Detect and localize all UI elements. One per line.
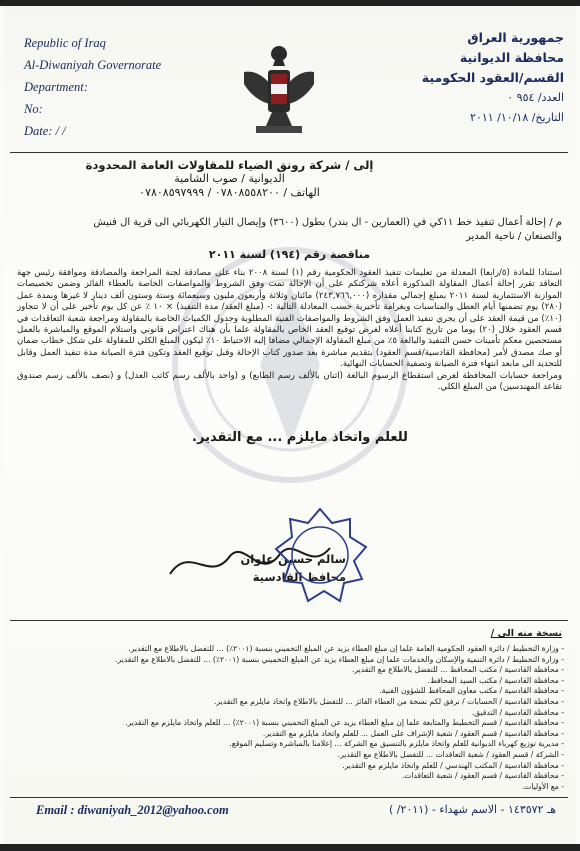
number-label-en: No: xyxy=(24,102,43,116)
cc-item: - مع الأوليات. xyxy=(44,782,564,793)
date-label-en: Date: / / xyxy=(24,124,66,138)
eagle-emblem-icon xyxy=(240,40,318,140)
governorate-name-ar: محافظة الديوانية xyxy=(459,50,564,65)
cc-list xyxy=(44,644,564,792)
subject-block xyxy=(17,216,562,262)
footer-arabic: هـ ١٤٣٥٧٢ - الاسم شهداء - (٢٠١١/ ) xyxy=(389,803,556,816)
subject-line: م / إحالة أعمال تنفيذ خط ١١كي في (العمارين - ال بندر) بطول (٣٦٠٠) وإيصال التيار الكهربائي الى قرية ال فنيش xyxy=(93,217,562,228)
footer-email: Email : diwaniyah_2012@yahoo.com xyxy=(36,803,229,817)
header-arabic xyxy=(344,28,564,128)
letter-body xyxy=(17,268,562,393)
body-paragraph-2: ومراجعة حسابات المحافظة لغرض استقطاع الرسوم البالغة (اثنان بالألف رسم الطابع) و (واحد بالألف رسم كاتب العدل) و (نصف بالألف رسم صندوق تقاعد المهندسين) من المبلغ الكلي. xyxy=(17,370,562,393)
cc-item: - محافظة القادسية / الحسابات / نرفق لكم نسخة من العطاء الفائز ... للتفضل بالاطلاع واتخاذ مايلزم مع التقدير. xyxy=(44,697,564,708)
document-date: التاريخ/ ١٠/١٨/ ٢٠١١ xyxy=(470,111,564,124)
cc-item: - محافظة القادسية / قسم العقود / شعبة الإشراف على العمل ... للعلم واتخاذ مايلزم مع التقدير. xyxy=(44,729,564,740)
addressee-company: إلى / شركة رونق الضياء للمقاولات العامة المحدودة xyxy=(85,158,374,172)
cc-item: - محافظة القادسية / مكتب السيد المحافظ. xyxy=(44,676,564,687)
footer xyxy=(36,803,556,818)
tender-title: مناقصة رقم (١٩٤) لسنة ٢٠١١ xyxy=(208,248,371,261)
header-divider xyxy=(10,152,568,153)
signatory-name: سالم حسين علوان xyxy=(240,552,346,566)
governorate-name-en: Al-Diwaniyah Governorate xyxy=(24,58,162,72)
subject-location: والصنعان / ناحية المدير xyxy=(465,231,562,242)
cc-item: - وزارة التخطيط / دائرة التنمية والإسكان والخدمات علما إن مبلغ العطاء يزيد عن المبلغ التخميني بنسبة (٢٠٠١٪) ... للتفضل بالاطلاع مع التقدير. xyxy=(44,655,564,666)
official-stamp xyxy=(270,505,370,605)
signatory-title: محافظ القادسية xyxy=(252,570,346,584)
top-border xyxy=(0,0,580,6)
cc-heading: نسخة منه الى / xyxy=(490,628,562,639)
footer-divider xyxy=(10,797,568,798)
cc-item: - محافظة القادسية / مكتب المحافظ ... للتفضل بالاطلاع مع التقدير. xyxy=(44,665,564,676)
cc-item: - محافظة القادسية / قسم العقود / شعبة التعاقدات. xyxy=(44,771,564,782)
country-name-en: Republic of Iraq xyxy=(24,36,106,50)
cc-item: - محافظة القادسية / قسم التخطيط والمتابعة علما إن مبلغ العطاء يزيد عن المبلغ التخميني بنسبة (٢٠٠١٪) ... للعلم واتخاذ مايلزم مع التقدير. xyxy=(44,718,564,729)
cc-divider xyxy=(10,620,568,621)
addressee-block xyxy=(17,158,562,200)
cc-item: - الشركة / قسم العقود / شعبة التعاقدات ... للتفضل بالاطلاع مع التقدير. xyxy=(44,750,564,761)
cc-item: - مديرية توزيع كهرباء الديوانية للعلم واتخاذ مايلزم بالتنسيق مع الشركة ... إعلامنا بالمباشرة وتسليم الموقع. xyxy=(44,739,564,750)
addressee-phone: الهاتف / ٠٧٨٠٨٥٥٨٢٠٠ / ٠٧٨٠٨٥٩٧٩٩٩ xyxy=(139,186,320,199)
cc-item: - محافظة القادسية / التدقيق. xyxy=(44,708,564,719)
department-name-ar: القسم/العقود الحكومية xyxy=(421,70,564,85)
body-paragraph-1: استنادا للمادة (٥/رابعا) المعدلة من تعليمات تنفيذ العقود الحكومية رقم (١) لسنة ٢٠٠٨ بناء على مصادقة لجنة المراجعة والمصادقة وموافقة رئيس جهة التعاقد تقرر إحالة أعمال المقاولة المذكورة أعلاه شركتكم على أن الإحالة تمت وفق الشروط والمواصفات الخاصة بالعطاء الفائز وضمن تخصيصات الموازنة الاستثمارية لسنة ٢٠١١ بمبلغ إجمالي مقداره (٢٤٣,٧٦٦,٠٠٠) مائتان وثلاثة وأربعون مليون وسبعمائة وستة وستون ألف دينار لا غيرها وبمدة عمل (٢٨٠) يوم تضمنها أيام العطل والمناسبات وبغرامة تأخيرية حسب المعادلة التالية :- (مبلغ العقد/ مدة التنفيذ) × ١٠ ٪ عن كل يوم تأخير على أن لا تتجاوز (١٠٪) من قيمة العقد على أن يجري تنفيذ العمل وفق الشروط والمواصفات الفنية المطلوبة وجدول الكميات الخاصة بالمقاولة ومراجعة شعبة التعاقدات في قسم العقود خلال (٢٠) يوما من تاريخ كتابنا أعلاه لغرض توقيع العقد الخاص بالمقاولة علما بأن هناك اعتراض قانوني واستلام الموقع والمباشرة بالعمل مستحصين معكم تأمينات حسن التنفيذ والبالغة ٥٪ من مبلغ المقاولة الإجمالي مضافا إليه الاحتياط ١٠٪ ليكون المبلغ الكلي للمقاولة على شكل خطاب ضمان أو صك مصدق لأمر (محافظة القادسية/قسم العقود) بتقديم مباشرة بعد صدور كتاب الإحالة وقبل توقيع العقد وتكون فترة الصيانة مدة تنفيذ العمل وقابل للتجديد الى مابعد انتهاء فترة الصيانة وتصفية الحسابات النهائية. xyxy=(17,268,563,370)
cc-item: - محافظة القادسية / مكتب معاون المحافظ للشؤون الفنية. xyxy=(44,686,564,697)
bottom-border xyxy=(0,844,580,851)
cc-item: - محافظة القادسية / المكتب الهندسي / للعلم واتخاذ مايلزم مع التقدير. xyxy=(44,761,564,772)
header-english xyxy=(24,32,224,142)
closing-line: للعلم واتخاذ مايلزم ... مع التقدير. xyxy=(192,430,408,445)
department-label-en: Department: xyxy=(24,80,88,94)
country-name-ar: جمهورية العراق xyxy=(467,30,564,45)
addressee-location: الديوانية / صوب الشامية xyxy=(174,172,285,185)
cc-item: - وزارة التخطيط / دائرة العقود الحكومية العامة علما إن مبلغ العطاء يزيد عن المبلغ التخميني بنسبة (٢٠٠١٪) ... للتفضل بالاطلاع مع التقدير. xyxy=(44,644,564,655)
document-number: العدد/ ٩٥٤ ٠ xyxy=(507,91,564,104)
